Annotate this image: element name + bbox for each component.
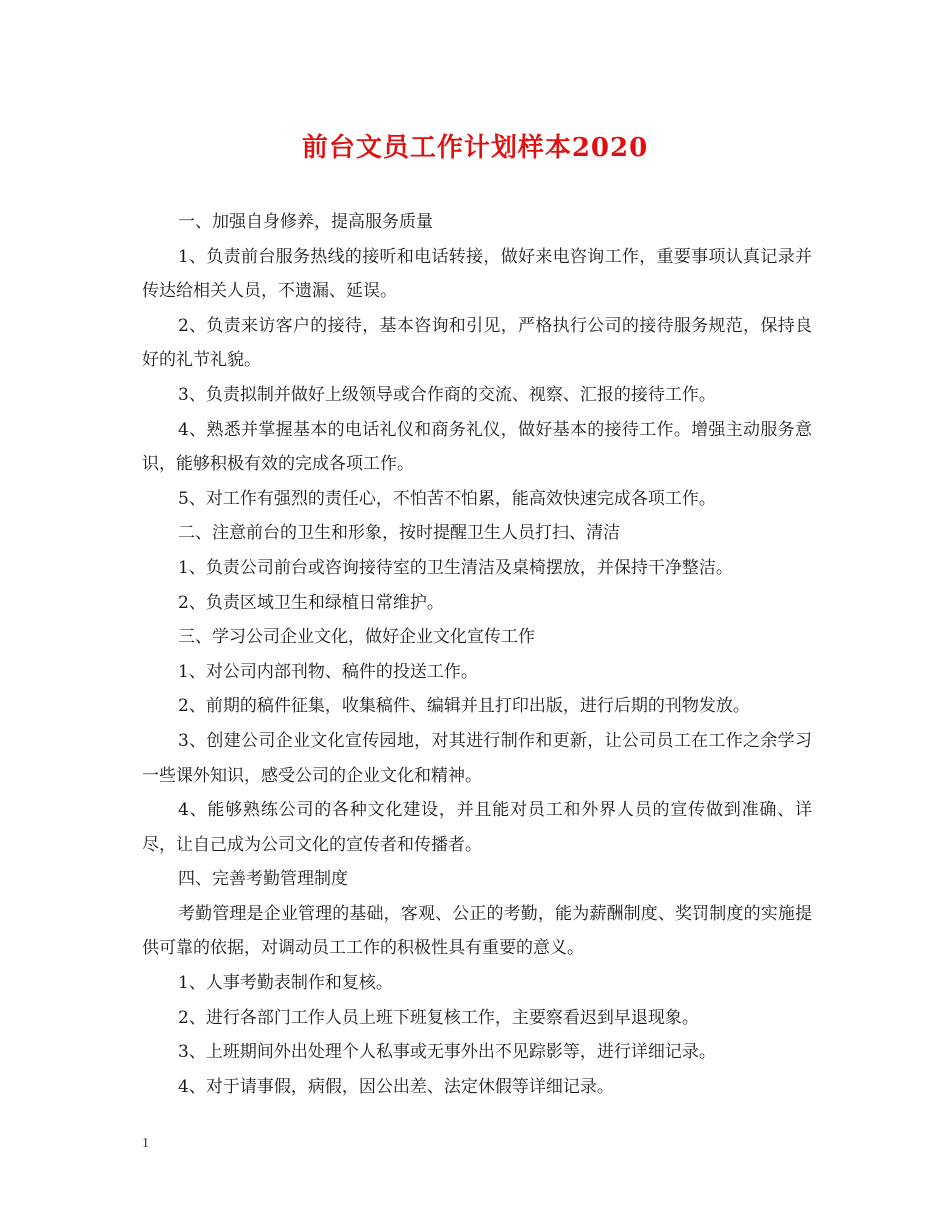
- paragraph: 2、前期的稿件征集，收集稿件、编辑并且打印出版，进行后期的刊物发放。: [178, 696, 750, 717]
- page-number: 1: [142, 1136, 149, 1151]
- paragraph: 1、对公司内部刊物、稿件的投送工作。: [178, 661, 478, 682]
- section-heading-4: 四、完善考勤管理制度: [178, 869, 348, 890]
- paragraph: 2、负责区域卫生和绿植日常维护。: [178, 592, 444, 613]
- section-heading-3: 三、学习公司企业文化，做好企业文化宣传工作: [178, 627, 535, 648]
- paragraph: 4、对于请事假，病假，因公出差、法定休假等详细记录。: [178, 1076, 614, 1097]
- paragraph: 3、负责拟制并做好上级领导或合作商的交流、视察、汇报的接待工作。: [178, 384, 716, 405]
- paragraph: 1、负责前台服务热线的接听和电话转接，做好来电咨询工作，重要事项认真记录并传达给相关人员，不遗漏、延误。: [142, 246, 812, 302]
- paragraph: 4、熟悉并掌握基本的电话礼仪和商务礼仪，做好基本的接待工作。增强主动服务意识，能够积极有效的完成各项工作。: [142, 419, 812, 475]
- section-heading-1: 一、加强自身修养，提高服务质量: [178, 212, 433, 232]
- document-body: [142, 205, 812, 1104]
- paragraph: 3、创建公司企业文化宣传园地，对其进行制作和更新，让公司员工在工作之余学习一些课外知识，感受公司的企业文化和精神。: [142, 730, 812, 786]
- paragraph: 1、负责公司前台或咨询接待室的卫生清洁及桌椅摆放，并保持干净整洁。: [178, 557, 733, 578]
- paragraph: 2、负责来访客户的接待，基本咨询和引见，严格执行公司的接待服务规范，保持良好的礼节礼貌。: [142, 315, 812, 371]
- paragraph: 1、人事考勤表制作和复核。: [178, 973, 393, 994]
- paragraph: 4、能够熟练公司的各种文化建设，并且能对员工和外界人员的宣传做到准确、详尽，让自己成为公司文化的宣传者和传播者。: [142, 800, 812, 855]
- document-title: 前台文员工作计划样本2020: [301, 133, 649, 163]
- paragraph: 考勤管理是企业管理的基础，客观、公正的考勤，能为薪酬制度、奖罚制度的实施提供可靠的依据，对调动员工工作的积极性具有重要的意义。: [142, 903, 812, 959]
- section-heading-2: 二、注意前台的卫生和形象，按时提醒卫生人员打扫、清洁: [178, 523, 620, 544]
- paragraph: 2、进行各部门工作人员上班下班复核工作，主要察看迟到早退现象。: [178, 1007, 699, 1028]
- paragraph: 3、上班期间外出处理个人私事或无事外出不见踪影等，进行详细记录。: [178, 1042, 716, 1063]
- paragraph: 5、对工作有强烈的责任心，不怕苦不怕累，能高效快速完成各项工作。: [178, 488, 716, 509]
